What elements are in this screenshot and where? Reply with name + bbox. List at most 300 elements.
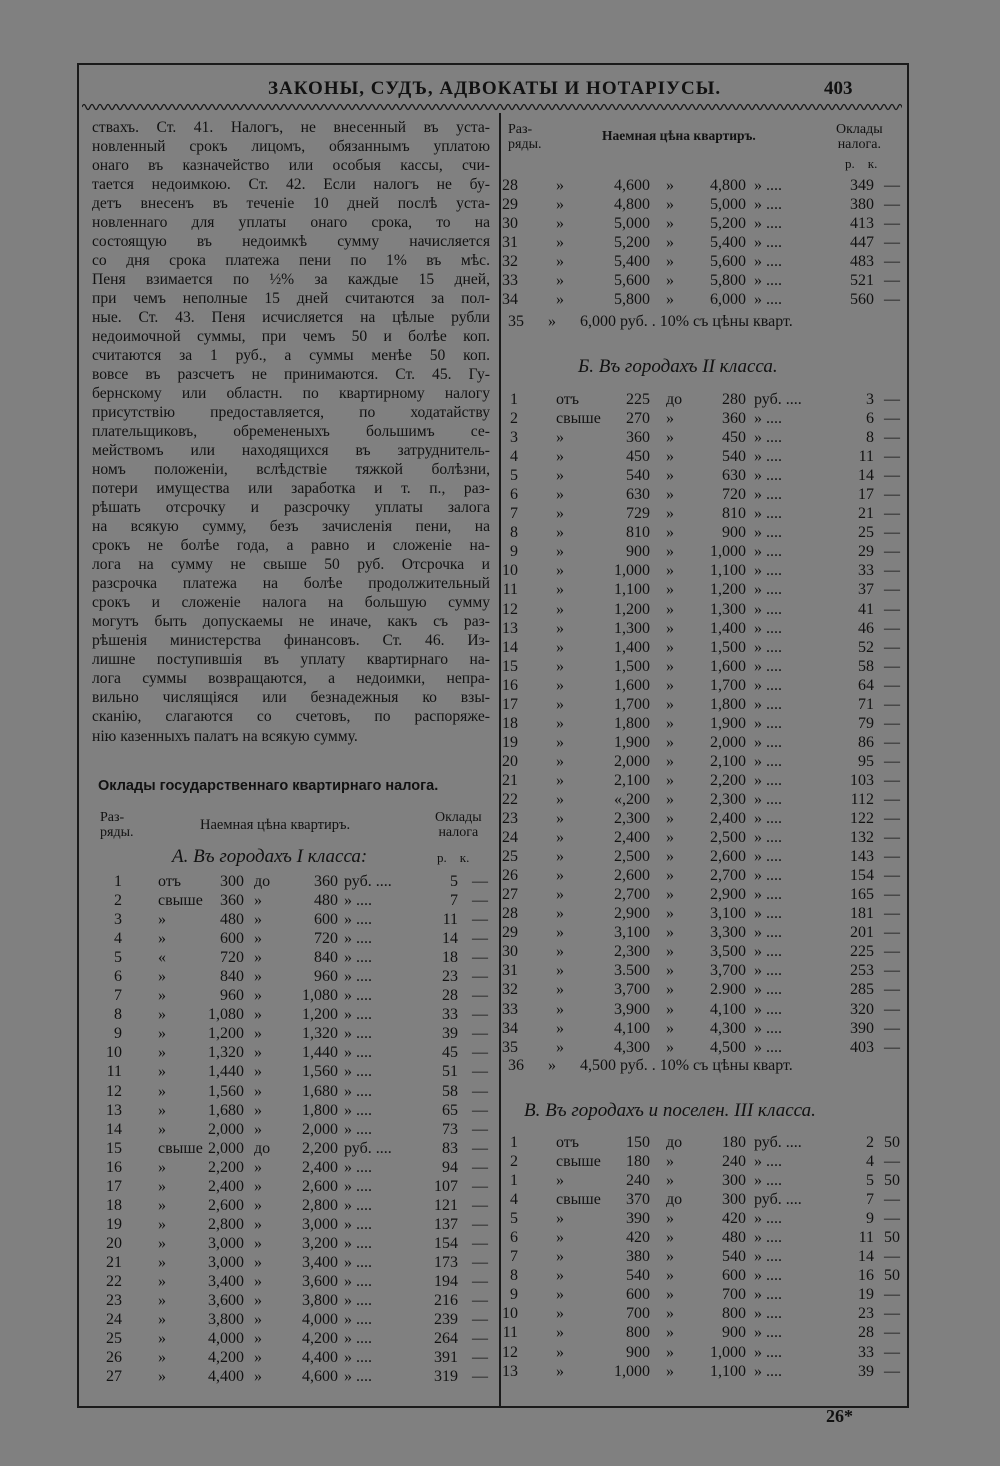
cell-rank: 11: [502, 1324, 518, 1342]
cell-from: 1,000: [614, 1362, 650, 1380]
cell-prefix: »: [158, 987, 166, 1005]
cell-to: 5,000: [710, 196, 746, 214]
cell-rank: 28: [502, 177, 518, 194]
cell-from: 360: [626, 429, 650, 447]
cell-prefix: »: [158, 1025, 166, 1043]
cell-unit: » ....: [754, 505, 782, 523]
cell-from: 5,600: [614, 272, 650, 290]
cell-sep: »: [666, 215, 674, 233]
cell-kop: —: [884, 234, 900, 252]
cell-kop: —: [884, 410, 900, 428]
cell-sep: »: [666, 867, 674, 885]
cell-kop: —: [884, 886, 900, 904]
cell-rank: 6: [510, 1229, 518, 1247]
cell-from: 720: [220, 949, 244, 967]
cell-prefix: »: [556, 215, 564, 233]
cell-rank: 4: [510, 448, 518, 466]
cell-to: 280: [722, 391, 746, 408]
cell-sep: »: [666, 1038, 674, 1056]
cell-kop: —: [884, 1286, 900, 1304]
cell-rank: 17: [502, 695, 518, 713]
cell-rank: 2: [510, 410, 518, 428]
cell-from: 1,320: [208, 1044, 244, 1062]
cell-prefix: »: [158, 1253, 166, 1271]
cell-unit: » ....: [754, 543, 782, 561]
cell-prefix: »: [556, 733, 564, 751]
cell-rub: 173: [434, 1253, 458, 1271]
cell-rank: 11: [106, 1063, 122, 1081]
table-row: [500, 904, 900, 923]
cell-sep: »: [666, 943, 674, 961]
cell-prefix: »: [556, 272, 564, 290]
cell-rank: 35: [502, 1038, 518, 1056]
cell-rub: 7: [866, 1191, 874, 1209]
cell-kop: —: [472, 1025, 488, 1043]
cell-sep: »: [254, 911, 262, 929]
table-row: [500, 233, 900, 252]
cell-rub: 64: [858, 676, 874, 694]
text-line: плательщиковъ, обремененыхъ большимъ се-: [92, 423, 490, 441]
cell-rank: 26: [502, 867, 518, 885]
table-section-a-right: [500, 176, 900, 309]
cell-from: 1,100: [614, 581, 650, 599]
cell-unit: » ....: [754, 714, 782, 732]
cell-unit: » ....: [344, 1368, 372, 1386]
cell-unit: » ....: [754, 467, 782, 485]
cell-rank: 34: [502, 1019, 518, 1037]
cell-sep: »: [254, 1215, 262, 1233]
table-row: [500, 580, 900, 599]
cell-from: 270: [626, 410, 650, 428]
cell-rank: 9: [114, 1025, 122, 1043]
cell-from: 729: [626, 505, 650, 523]
cell-sep: »: [666, 1172, 674, 1190]
cell-rub: 25: [858, 524, 874, 542]
cell-to: 2,200: [710, 771, 746, 789]
cell-rub: 23: [858, 1305, 874, 1323]
cell-rank: 6: [114, 968, 122, 986]
cell-kop: —: [472, 1253, 488, 1271]
table-row: [500, 485, 900, 504]
cell-to: 900: [722, 524, 746, 542]
cell-prefix: »: [556, 429, 564, 447]
cell-rub: 83: [442, 1139, 458, 1157]
cell-sep: »: [254, 1006, 262, 1024]
cell-rub: 5: [866, 1172, 874, 1190]
cell-sep: »: [666, 581, 674, 599]
cell-rub: 521: [850, 272, 874, 290]
cell-rank: 2: [114, 892, 122, 910]
cell-from: 4,200: [208, 1349, 244, 1367]
cell-sep: »: [254, 1349, 262, 1367]
cell-prefix: »: [556, 943, 564, 961]
cell-rank: 5: [510, 467, 518, 485]
cell-unit: » ....: [754, 886, 782, 904]
table-row: [500, 252, 900, 271]
cell-prefix: »: [556, 234, 564, 252]
table-row: [500, 176, 900, 195]
cell-sep: »: [254, 1196, 262, 1214]
cell-unit: » ....: [754, 1267, 782, 1285]
cell-kop: 50: [884, 1134, 900, 1151]
cell-to: 3,400: [302, 1253, 338, 1271]
text-line: ные. Ст. 43. Пеня исчисляется на цѣлые рубли: [92, 309, 490, 327]
cell-kop: —: [884, 429, 900, 447]
running-header: [80, 66, 906, 104]
cell-rub: 483: [850, 253, 874, 271]
table-row: [500, 638, 900, 657]
cell-prefix: »: [556, 771, 564, 789]
cell-sep: »: [666, 1305, 674, 1323]
cell-to: 3,800: [302, 1292, 338, 1310]
cell-unit: » ....: [754, 810, 782, 828]
cell-unit: » ....: [754, 1362, 782, 1380]
text-line: онаго въ казначейство или особыя кассы, счи-: [92, 157, 490, 175]
cell-sep: »: [254, 1101, 262, 1119]
cell-sep: »: [666, 291, 674, 309]
cell-unit: » ....: [344, 1063, 372, 1081]
cell-sep: до: [666, 1134, 683, 1151]
cell-unit: » ....: [754, 177, 782, 194]
cell-prefix: »: [556, 543, 564, 561]
cell-rub: 41: [858, 600, 874, 618]
cell-sep: »: [254, 1044, 262, 1062]
cell-from: 420: [626, 1229, 650, 1247]
cell-rub: 73: [442, 1120, 458, 1138]
cell-rank: 10: [502, 562, 518, 580]
col-header-razryady-text: Раз- ряды.: [100, 810, 134, 840]
cell-prefix: »: [556, 1286, 564, 1304]
cell-kop: —: [884, 962, 900, 980]
cell-sep: »: [666, 600, 674, 618]
cell-rub: 216: [434, 1292, 458, 1310]
cell-rank: 22: [502, 790, 518, 808]
cell-from: 4,600: [614, 177, 650, 194]
cell-rank: 1: [510, 1134, 518, 1151]
cell-sep: »: [254, 1025, 262, 1043]
table-row: [92, 1024, 498, 1043]
cell-to: 2.900: [710, 981, 746, 999]
table-section-a-left: [92, 872, 498, 1386]
cell-from: 1,200: [208, 1025, 244, 1043]
cell-from: 2,000: [208, 1139, 244, 1157]
table-section-c: [500, 1133, 904, 1381]
cell-to: 4,300: [710, 1019, 746, 1037]
text-line: новленнаго для уплаты онаго срока, то на: [92, 214, 490, 232]
cell-from: 4,800: [614, 196, 650, 214]
cell-prefix: «: [158, 949, 166, 967]
table-row: [500, 1323, 904, 1342]
cell-rank: 29: [502, 924, 518, 942]
cell-sep: до: [254, 1139, 271, 1157]
table-row: [92, 1329, 498, 1348]
cell-rub: 413: [850, 215, 874, 233]
cell-unit: » ....: [754, 429, 782, 447]
cell-sep: »: [254, 1272, 262, 1290]
cell-from: 1,700: [614, 695, 650, 713]
table-row: [92, 986, 498, 1005]
table-row: [92, 1196, 498, 1215]
cell-rub: 11: [858, 1229, 874, 1247]
cell-rub: 181: [850, 905, 874, 923]
cell-to: 1,000: [710, 1343, 746, 1361]
cell-unit: » ....: [754, 1038, 782, 1056]
cell-unit: » ....: [754, 924, 782, 942]
cell-rank: 33: [502, 1000, 518, 1018]
cell-rub: 95: [858, 752, 874, 770]
table-row: [92, 1310, 498, 1329]
text-line: мействомъ или находящихся въ затруднитель-: [92, 442, 490, 460]
cell-kop: —: [884, 562, 900, 580]
cell-to: 300: [722, 1191, 746, 1209]
cell-unit: » ....: [754, 291, 782, 309]
cell-prefix: свыше: [158, 1139, 203, 1157]
table-row: [500, 695, 900, 714]
cell-rub: 4: [866, 1153, 874, 1171]
cell-to: 5,200: [710, 215, 746, 233]
table-row: [92, 948, 498, 967]
cell-unit: » ....: [344, 1330, 372, 1348]
col-header-oklady-text: Оклады налога: [435, 810, 482, 840]
cell-from: 2,400: [614, 829, 650, 847]
section-a-heading: А. Въ городахъ I класса:: [172, 846, 368, 867]
cell-unit: » ....: [754, 981, 782, 999]
cell-rub: 33: [858, 1343, 874, 1361]
table-row: [500, 1247, 904, 1266]
cell-kop: —: [884, 810, 900, 828]
cell-kop: —: [884, 1191, 900, 1209]
table-row: [500, 290, 900, 309]
cell-rank: 7: [510, 1248, 518, 1266]
cell-from: 1,680: [208, 1101, 244, 1119]
cell-kop: —: [884, 1153, 900, 1171]
cell-prefix: »: [556, 177, 564, 194]
col-header-rk-left: р. к.: [437, 850, 470, 865]
table-row: [500, 1190, 904, 1209]
cell-rank: 15: [106, 1139, 122, 1157]
cell-rub: 264: [434, 1330, 458, 1348]
cell-unit: » ....: [754, 581, 782, 599]
cell-prefix: »: [158, 1063, 166, 1081]
cell-to: 4,000: [302, 1311, 338, 1329]
text-line: при чемъ неполные 15 дней считаются за пол-: [92, 290, 490, 308]
cell-from: 2,900: [614, 905, 650, 923]
cell-rub: 319: [434, 1368, 458, 1386]
cell-to: 3,700: [710, 962, 746, 980]
col-header-oklady-right-text: Оклады налога.: [836, 122, 883, 152]
cell-kop: —: [884, 848, 900, 866]
cell-from: 360: [220, 892, 244, 910]
cell-prefix: »: [556, 790, 564, 808]
cell-from: 600: [626, 1286, 650, 1304]
table-row: [500, 1038, 900, 1057]
cell-rub: 28: [858, 1324, 874, 1342]
cell-from: 2,500: [614, 848, 650, 866]
cell-rub: 201: [850, 924, 874, 942]
cell-kop: —: [884, 924, 900, 942]
cell-kop: —: [472, 1101, 488, 1119]
table-row: [500, 809, 900, 828]
table-row: [500, 752, 900, 771]
cell-rub: 11: [442, 911, 458, 929]
cell-prefix: »: [556, 196, 564, 214]
cell-kop: —: [472, 1368, 488, 1386]
table-row: [500, 1285, 904, 1304]
cell-rub: 165: [850, 886, 874, 904]
cell-rank: 23: [106, 1292, 122, 1310]
cell-rub: 14: [442, 930, 458, 948]
cell-prefix: »: [158, 1177, 166, 1195]
cell-rub: 320: [850, 1000, 874, 1018]
cell-sep: »: [666, 177, 674, 194]
cell-to: 540: [722, 448, 746, 466]
text-line: на всякую сумму, безъ зачисленія пени, на: [92, 518, 490, 536]
text-line: рѣшать отсрочку и разсрочку уплаты залога: [92, 499, 490, 517]
cell-rank: 12: [106, 1082, 122, 1100]
cell-kop: —: [884, 1343, 900, 1361]
cell-kop: —: [472, 1120, 488, 1138]
cell-kop: —: [472, 1272, 488, 1290]
cell-from: 1,500: [614, 657, 650, 675]
cell-rank: 18: [106, 1196, 122, 1214]
cell-rub: 103: [850, 771, 874, 789]
cell-rank: 4: [510, 1191, 518, 1209]
cell-rank: 12: [502, 600, 518, 618]
cell-prefix: »: [158, 911, 166, 929]
cell-from: 4,100: [614, 1019, 650, 1037]
cell-to: 1,400: [710, 619, 746, 637]
cell-sep: »: [666, 272, 674, 290]
cell-from: 540: [626, 467, 650, 485]
cell-to: 600: [314, 911, 338, 929]
table-row: [92, 1177, 498, 1196]
cell-rank: 28: [502, 905, 518, 923]
cell-rub: 46: [858, 619, 874, 637]
cell-from: 5,200: [614, 234, 650, 252]
cell-from: 540: [626, 1267, 650, 1285]
cell-from: 3,100: [614, 924, 650, 942]
cell-unit: » ....: [754, 410, 782, 428]
cell-sep: »: [666, 1153, 674, 1171]
cell-prefix: »: [158, 1101, 166, 1119]
cell-rub: 8: [866, 429, 874, 447]
cell-rub: 122: [850, 810, 874, 828]
cell-unit: » ....: [754, 638, 782, 656]
cell-from: 3,400: [208, 1272, 244, 1290]
cell-sep: »: [254, 987, 262, 1005]
cell-rub: 6: [866, 410, 874, 428]
cell-rank: 32: [502, 981, 518, 999]
table-row: [92, 1272, 498, 1291]
table-row: [500, 1362, 904, 1381]
table-row: [500, 619, 900, 638]
cell-kop: —: [884, 215, 900, 233]
cell-unit: » ....: [344, 1044, 372, 1062]
cell-unit: » ....: [344, 949, 372, 967]
cell-prefix: »: [556, 1362, 564, 1380]
cell-prefix: »: [158, 1349, 166, 1367]
cell-rank: 8: [510, 1267, 518, 1285]
cell-rub: 349: [850, 177, 874, 194]
table-row: [92, 1139, 498, 1158]
cell-prefix: »: [556, 848, 564, 866]
table-row: [92, 1043, 498, 1062]
cell-sep: »: [666, 848, 674, 866]
cell-from: 450: [626, 448, 650, 466]
cell-sep: »: [666, 196, 674, 214]
table-row: [500, 504, 900, 523]
page-number: 403: [824, 78, 853, 99]
cell-sep: »: [666, 429, 674, 447]
text-line: лишне поступившія въ уплату квартирнаго на-: [92, 651, 490, 669]
cell-kop: —: [884, 638, 900, 656]
cell-to: 720: [314, 930, 338, 948]
cell-unit: » ....: [344, 930, 372, 948]
table-row: [500, 657, 900, 676]
table-row: [92, 1367, 498, 1386]
cell-rub: 58: [442, 1082, 458, 1100]
cell-prefix: »: [556, 619, 564, 637]
cell-sep: »: [666, 771, 674, 789]
cell-to: 4,500: [710, 1038, 746, 1056]
cell-unit: » ....: [754, 1172, 782, 1190]
cell-sep: »: [666, 524, 674, 542]
cell-rub: 560: [850, 291, 874, 309]
cell-prefix: »: [158, 1158, 166, 1176]
table-row: [500, 1152, 904, 1171]
cell-rank: 26: [106, 1349, 122, 1367]
cell-rank: 7: [510, 505, 518, 523]
cell-from: 370: [626, 1191, 650, 1209]
cell-sep: »: [666, 752, 674, 770]
cell-prefix: »: [556, 1305, 564, 1323]
cell-kop: —: [884, 733, 900, 751]
cell-unit: » ....: [754, 1210, 782, 1228]
cell-rank: 11: [502, 581, 518, 599]
cell-sep: »: [666, 562, 674, 580]
table-row: [92, 891, 498, 910]
cell-unit: » ....: [344, 968, 372, 986]
cell-rank: 21: [106, 1253, 122, 1271]
cell-from: 3,700: [614, 981, 650, 999]
cell-rub: 5: [450, 873, 458, 890]
cell-to: 4,100: [710, 1000, 746, 1018]
cell-from: 630: [626, 486, 650, 504]
cell-kop: —: [472, 1196, 488, 1214]
cell-sep: »: [666, 234, 674, 252]
text-line: детъ внесенъ въ теченіе 10 дней послѣ уста-: [92, 195, 490, 213]
table-row: [92, 872, 498, 891]
cell-unit: » ....: [754, 600, 782, 618]
text-line: лога на сумму не свыше 50 руб. Отсрочка и: [92, 556, 490, 574]
text-line: срокъ и сложеніе налога на большую сумму: [92, 594, 490, 612]
cell-kop: —: [472, 1044, 488, 1062]
cell-unit: » ....: [344, 1082, 372, 1100]
table-row: [92, 1234, 498, 1253]
cell-kop: —: [884, 752, 900, 770]
cell-kop: —: [884, 1000, 900, 1018]
text-line: разсрочка платежа на болѣе продолжительный: [92, 575, 490, 593]
cell-prefix: »: [158, 1311, 166, 1329]
cell-to: 1,600: [710, 657, 746, 675]
cell-prefix: свыше: [158, 892, 203, 910]
cell-prefix: »: [556, 505, 564, 523]
cell-unit: » ....: [344, 892, 372, 910]
cell-from: 2,300: [614, 810, 650, 828]
cell-sep: »: [666, 1362, 674, 1380]
cell-unit: » ....: [754, 733, 782, 751]
cell-unit: » ....: [754, 215, 782, 233]
